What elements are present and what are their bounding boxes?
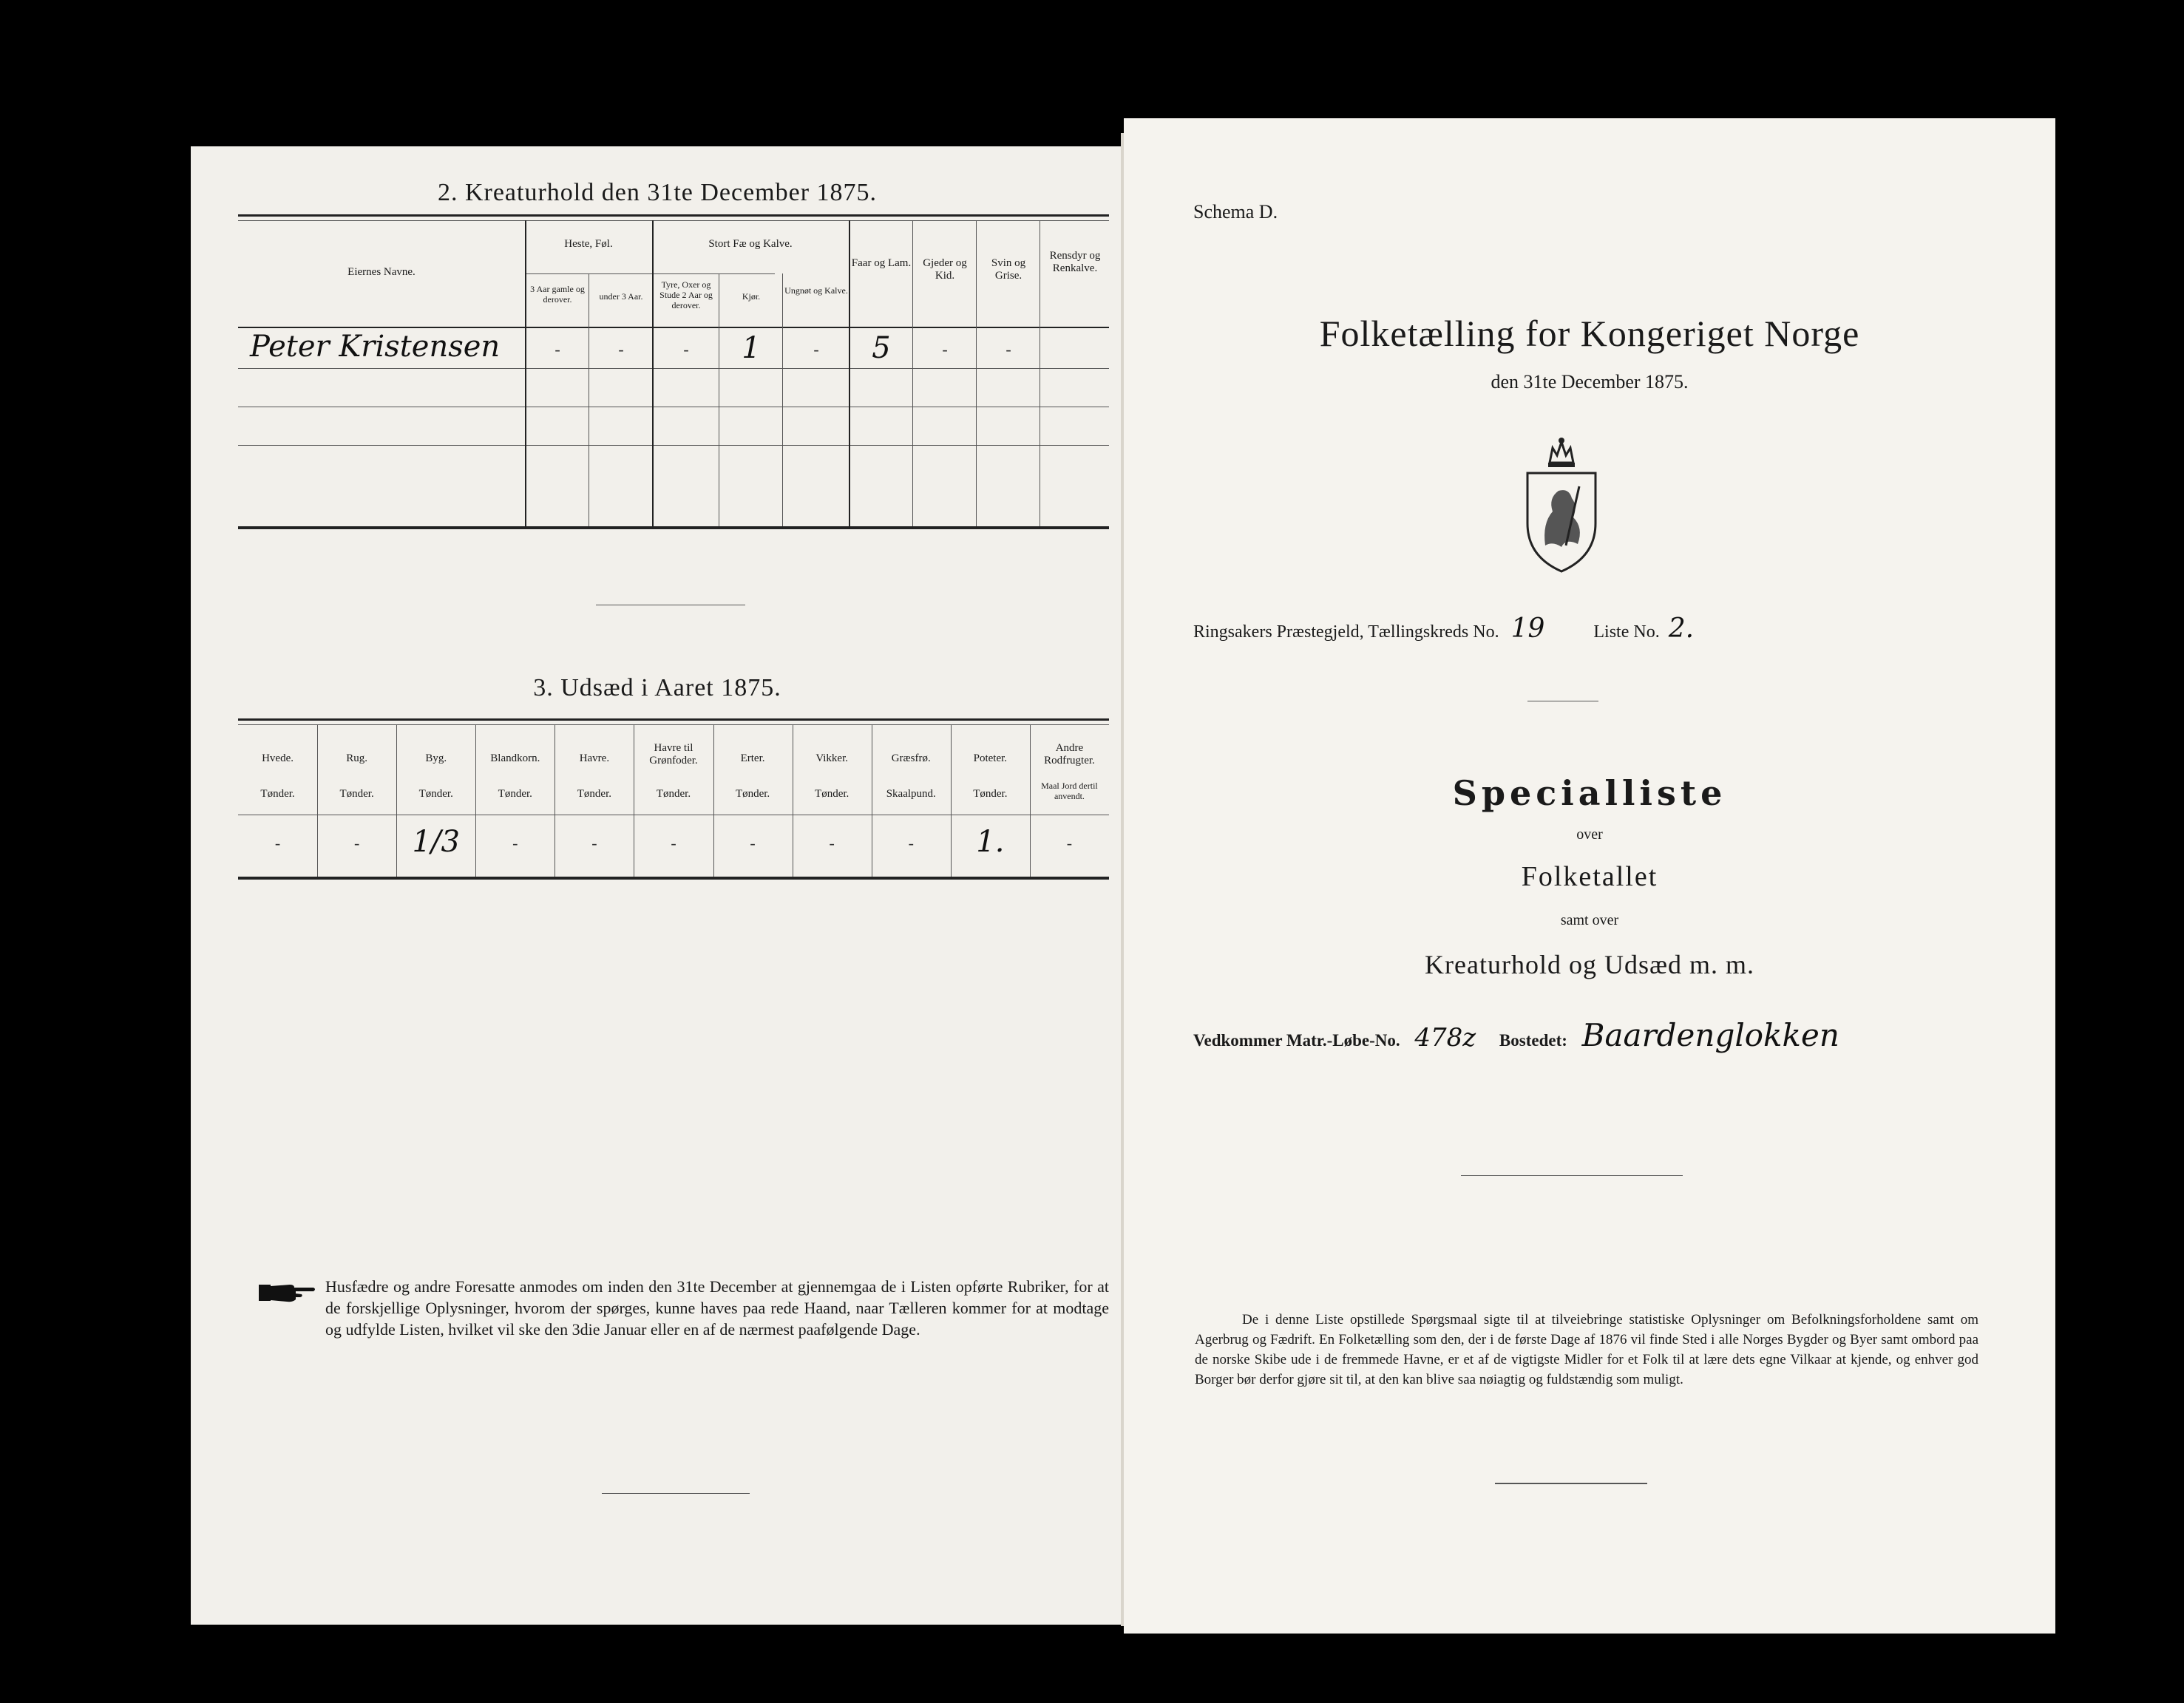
sowing-unit: Tønder. (815, 788, 849, 800)
kreatur-title: Kreaturhold og Udsæd m. m. (1425, 950, 1754, 979)
matr-label: Vedkommer Matr.-Løbe-No. (1193, 1031, 1400, 1050)
value-calves: - (813, 340, 819, 358)
sowing-value: - (512, 834, 518, 852)
folketallet-title: Folketallet (1521, 861, 1658, 892)
sowing-header: Andre Rodfrugter. (1044, 742, 1095, 766)
sowing-value: 1/3 (412, 825, 460, 859)
district-label: Tællingskreds No. (1368, 622, 1499, 642)
section2-title: 2. Kreaturhold den 31te December 1875. (437, 179, 878, 206)
right-page (1124, 118, 2055, 1634)
sowing-header: Græsfrø. (891, 752, 931, 764)
header-bulls: Tyre, Oxer og Stude 2 Aar og derover. (659, 279, 713, 310)
samt-over-text: samt over (1560, 912, 1619, 928)
sowing-value: - (591, 834, 597, 852)
bottom-separator (602, 1493, 750, 1494)
sowing-value: - (1066, 834, 1073, 852)
sowing-header: Vikker. (815, 752, 848, 764)
header-horses-old: 3 Aar gamle og derover. (530, 284, 585, 305)
matr-value: 478z (1414, 1023, 1476, 1053)
sowing-unit: Maal Jord dertil anvendt. (1041, 781, 1098, 801)
special-list-title: Specialliste (1452, 773, 1727, 813)
header-horses-young: under 3 Aar. (599, 291, 643, 302)
parish-line (1193, 613, 1694, 644)
sowing-header: Erter. (740, 752, 765, 764)
sowing-value: - (829, 834, 835, 852)
owner-name: Peter Kristensen (250, 330, 501, 364)
value-sheep: 5 (872, 331, 891, 365)
schema-label: Schema D. (1193, 201, 1278, 222)
census-date: den 31te December 1875. (1491, 371, 1689, 392)
value-goats: - (942, 340, 948, 358)
left-page (191, 146, 1124, 1625)
info-text: De i denne Liste opstillede Spørgsmaal sigte til at tilveiebringe statistiske Oplysninger om Befolkningsforholdene samt om Agerbrug og Fædrift. En Folketælling som den, der i de første Dage af 1876 vil finde Sted i alle Norges Bygder og Byer samt ombord paa de norske Skibe ude i de fremmede Havne, er et af de vigtigste Midler for et Folk til at lære dets egne Vilkaar at kjende, og enhver god Borger bør derfor gjøre sit til, at den kan blive saa nøiagtig og fuldstændig som muligt. (1195, 1312, 1978, 1387)
value-pigs: - (1005, 340, 1011, 358)
sowing-value: - (274, 834, 281, 852)
header-pigs: Svin og Grise. (991, 257, 1026, 282)
notice-text: Husfædre og andre Foresatte anmodes om inden den 31te December at gjennemgaa de i Listen opførte Rubriker, for at de forskjellige Oplysninger, hvorom der spørges, kunne haves paa rede Haand, naar Tælleren kommer for at modtage og udfylde Listen, hvilket vil ske den 3die Januar eller en af de nærmest paafølgende Dage. (325, 1277, 1109, 1339)
sowing-unit: Tønder. (656, 788, 691, 800)
header-cows: Kjør. (742, 291, 761, 302)
sowing-value: - (750, 834, 756, 852)
district-number: 19 (1510, 613, 1545, 644)
sowing-header: Blandkorn. (490, 752, 540, 764)
header-owner: Eiernes Navne. (347, 266, 416, 278)
bosted-value: Baardenglokken (1581, 1017, 1839, 1053)
sowing-unit: Tønder. (973, 788, 1008, 800)
sowing-col-divider (317, 724, 318, 877)
sowing-header: Byg. (425, 752, 447, 764)
sowing-col-divider (475, 724, 476, 877)
sowing-unit: Tønder. (260, 788, 295, 800)
header-cattle: Stort Fæ og Kalve. (708, 238, 793, 250)
sowing-header: Havre til Grønfoder. (649, 742, 698, 766)
header-horses: Heste, Føl. (564, 238, 613, 250)
sowing-unit: Tønder. (339, 788, 374, 800)
header-goats: Gjeder og Kid. (923, 257, 967, 282)
over-text-1: over (1576, 826, 1603, 843)
parish-name: Ringsakers Præstegjeld, (1193, 622, 1364, 642)
list-number: 2. (1668, 613, 1695, 644)
center-separator (1461, 1175, 1683, 1176)
sowing-value: - (353, 834, 360, 852)
sowing-unit: Tønder. (577, 788, 612, 800)
header-reindeer: Rensdyr og Renkalve. (1049, 250, 1101, 274)
sowing-unit: Tønder. (418, 788, 453, 800)
value-bulls: - (683, 340, 689, 358)
sowing-value: - (908, 834, 914, 852)
section3-title: 3. Udsæd i Aaret 1875. (533, 674, 781, 701)
sowing-header: Poteter. (973, 752, 1008, 764)
sowing-unit: Tønder. (735, 788, 770, 800)
header-calves: Ungnøt og Kalve. (784, 285, 848, 296)
sowing-header: Hvede. (262, 752, 294, 764)
list-label: Liste No. (1593, 622, 1660, 642)
value-horses-old: - (555, 340, 560, 358)
pointing-hand-icon (257, 1280, 316, 1305)
value-cows: 1 (742, 331, 761, 365)
sowing-unit: Tønder. (498, 788, 532, 800)
sowing-value: - (671, 834, 676, 852)
sowing-col-divider (713, 724, 714, 877)
sowing-value: 1. (976, 825, 1005, 859)
bosted-label: Bostedet: (1499, 1031, 1567, 1050)
sowing-unit: Skaalpund. (886, 788, 936, 800)
bottom-rule (1495, 1483, 1647, 1484)
matr-line (1193, 1017, 1839, 1053)
sowing-header: Havre. (579, 752, 610, 764)
sowing-header: Rug. (346, 752, 367, 764)
header-sheep: Faar og Lam. (851, 257, 912, 269)
main-title: Folketælling for Kongeriget Norge (1319, 313, 1860, 354)
value-horses-young: - (618, 340, 624, 358)
coat-of-arms-icon (1520, 435, 1603, 575)
